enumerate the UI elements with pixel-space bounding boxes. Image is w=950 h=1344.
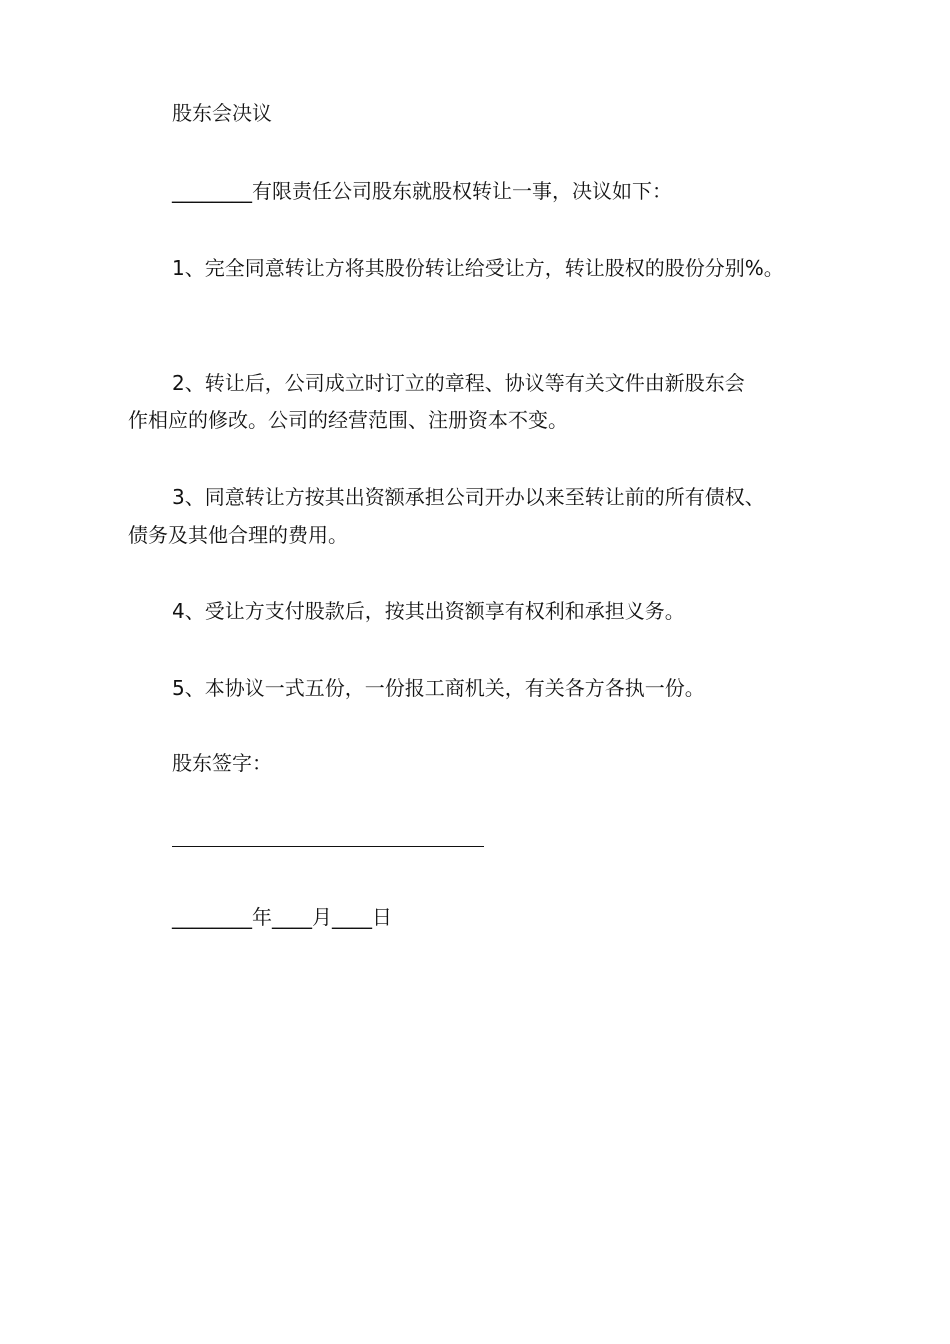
- resolution-item-2-line-2: 作相应的修改。公司的经营范围、注册资本不变。: [128, 408, 568, 432]
- resolution-item-5: 5、本协议一式五份，一份报工商机关，有关各方各执一份。: [172, 676, 705, 700]
- resolution-item-4: 4、受让方支付股款后，按其出资额享有权利和承担义务。: [172, 599, 685, 623]
- resolution-item-3-line-1: 3、同意转让方按其出资额承担公司开办以来至转让前的所有债权、: [172, 485, 765, 509]
- resolution-intro: ________有限责任公司股东就股权转让一事，决议如下：: [172, 179, 672, 203]
- resolution-item-2-line-1: 2、转让后，公司成立时订立的章程、协议等有关文件由新股东会: [172, 371, 745, 395]
- signature-line: [172, 846, 484, 847]
- signature-label: 股东签字：: [172, 751, 272, 775]
- resolution-item-3-line-2: 债务及其他合理的费用。: [128, 523, 348, 547]
- document-title: 股东会决议: [172, 101, 272, 125]
- resolution-item-1: 1、完全同意转让方将其股份转让给受让方，转让股权的股份分别%。: [172, 256, 784, 280]
- date-line: ________年____月____日: [172, 905, 392, 929]
